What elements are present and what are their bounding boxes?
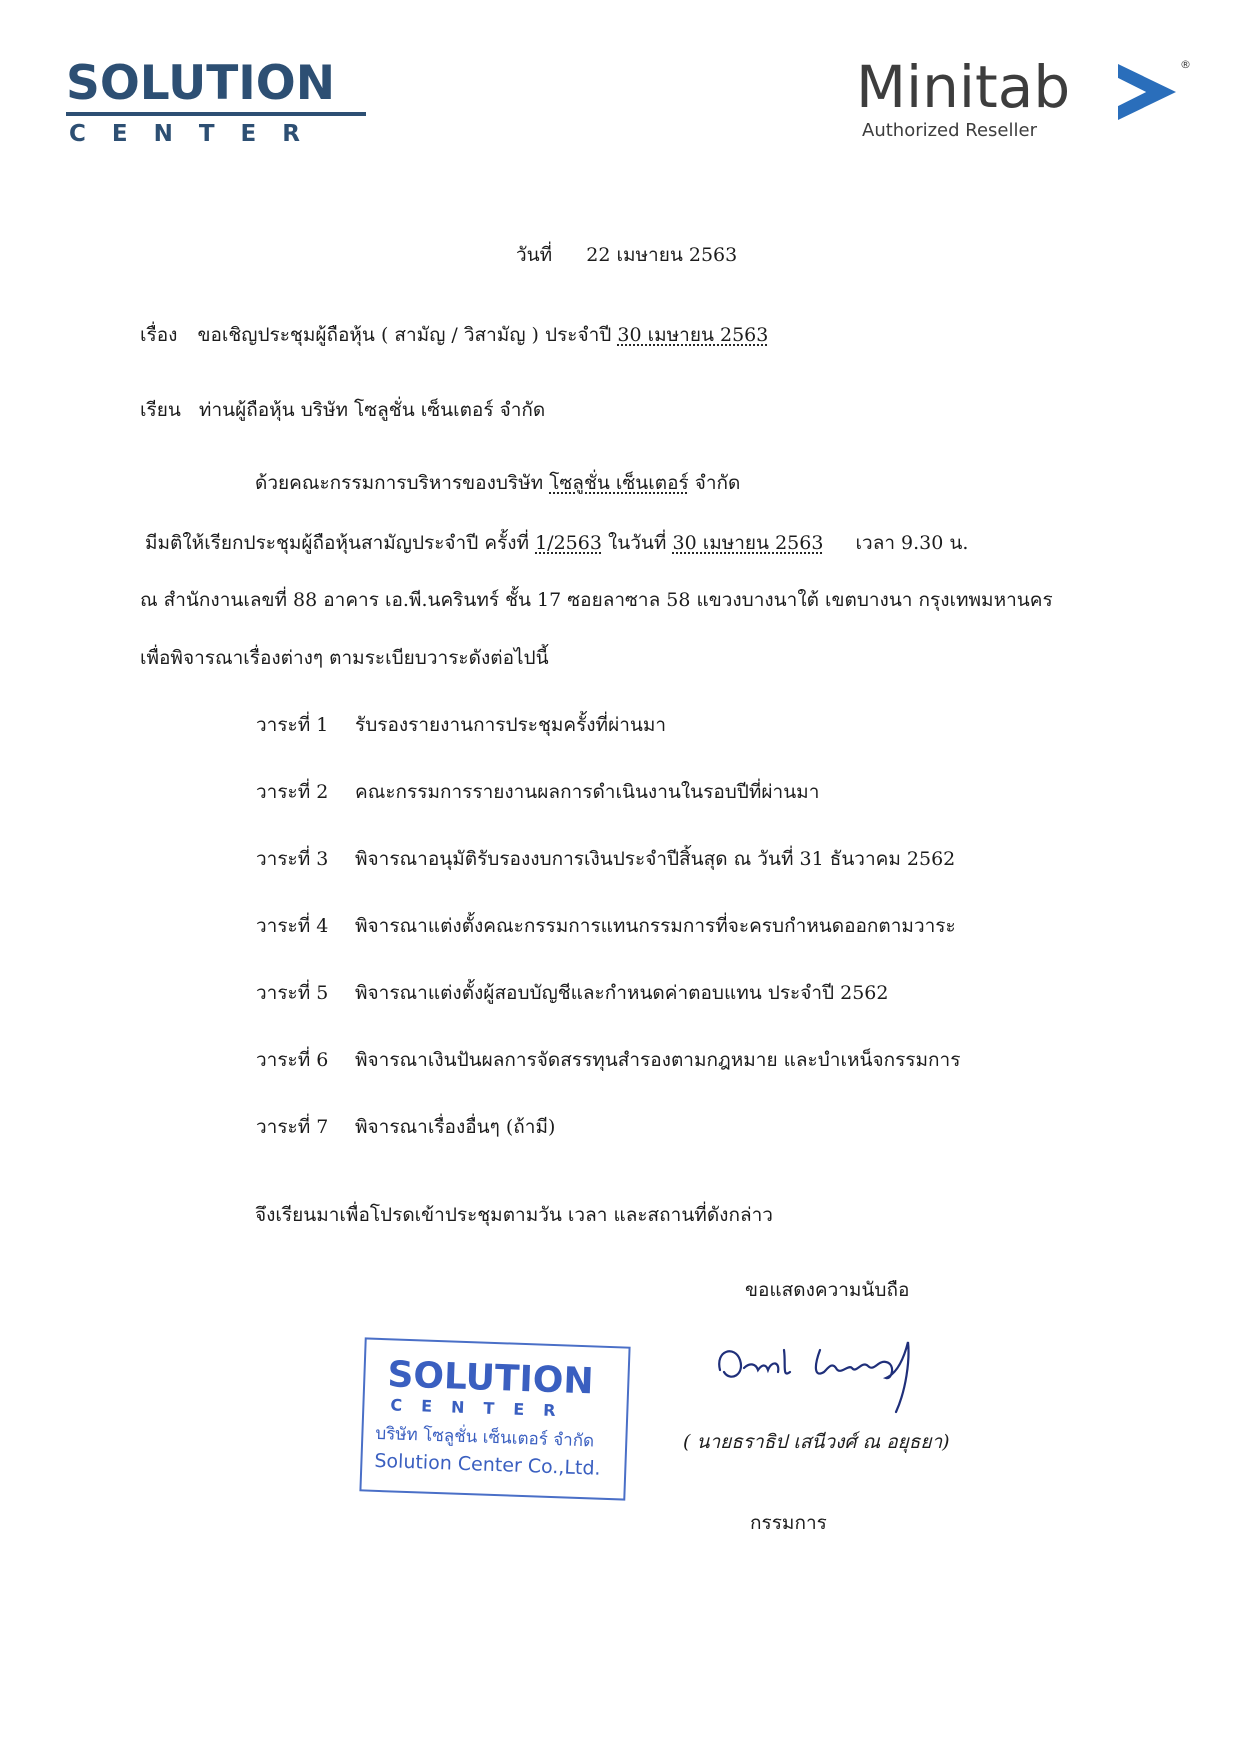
agenda-list <box>0 710 1241 1138</box>
logo-divider <box>66 112 366 116</box>
body-line-1-suffix: จำกัด <box>694 472 741 494</box>
body-line-2-a: มีมติให้เรียกประชุมผู้ถือหุ้นสามัญประจำปี ครั้งที่ <box>145 532 530 554</box>
minitab-arrow-icon <box>1118 62 1178 122</box>
agenda-label: วาระที่ 7 <box>256 1116 329 1138</box>
subject-text: ขอเชิญประชุมผู้ถือหุ้น ( สามัญ / วิสามัญ ) ประจำปี <box>197 324 612 346</box>
stamp-word: SOLUTION <box>386 1354 595 1403</box>
agenda-label: วาระที่ 3 <box>256 848 329 870</box>
body-line-2-b: ในวันที่ <box>607 532 667 554</box>
minitab-wordmark: Minitab <box>856 53 1071 121</box>
agenda-label: วาระที่ 1 <box>256 714 329 736</box>
logo-word: SOLUTION <box>66 56 336 111</box>
recipient-line <box>140 395 545 425</box>
body-line-1-prefix: ด้วยคณะกรรมการบริหารของบริษัท <box>255 472 544 494</box>
meeting-number: 1/2563 <box>535 532 602 554</box>
agenda-text: พิจารณาเงินปันผลการจัดสรรทุนสำรองตามกฎหมาย และบำเหน็จกรรมการ <box>355 1049 961 1071</box>
agenda-label: วาระที่ 4 <box>256 915 329 937</box>
company-stamp <box>359 1337 630 1500</box>
agenda-text: พิจารณาเรื่องอื่นๆ (ถ้ามี) <box>355 1116 556 1138</box>
subject-date: 30 เมษายน 2563 <box>617 324 769 346</box>
handwritten-signature <box>710 1320 940 1420</box>
subject-label: เรื่อง <box>140 324 178 346</box>
signer-position: กรรมการ <box>750 1512 827 1534</box>
regards: ขอแสดงความนับถือ <box>745 1279 910 1301</box>
meeting-date: 30 เมษายน 2563 <box>672 532 824 554</box>
stamp-center: CENTER <box>390 1395 575 1421</box>
registered-mark: ® <box>1180 58 1191 71</box>
recipient-text: ท่านผู้ถือหุ้น บริษัท โซลูชั่น เซ็นเตอร์ จำกัด <box>198 399 546 421</box>
agenda-text: คณะกรรมการรายงานผลการดำเนินงานในรอบปีที่ผ่านมา <box>355 781 820 803</box>
date-value: 22 เมษายน 2563 <box>586 244 738 266</box>
date-label: วันที่ <box>516 244 553 266</box>
solution-center-logo <box>66 58 371 150</box>
closing-line: จึงเรียนมาเพื่อโปรดเข้าประชุมตามวัน เวลา และสถานที่ดังกล่าว <box>255 1204 773 1226</box>
agenda-label: วาระที่ 2 <box>256 781 329 803</box>
stamp-english-name: Solution Center Co.,Ltd. <box>374 1449 601 1480</box>
agenda-label: วาระที่ 6 <box>256 1049 329 1071</box>
date-line <box>516 240 737 270</box>
logo-center: CENTER <box>69 121 326 147</box>
body-line-2 <box>145 528 968 558</box>
body-line-4: เพื่อพิจารณาเรื่องต่างๆ ตามระเบียบวาระดังต่อไปนี้ <box>140 647 549 669</box>
recipient-label: เรียน <box>140 399 181 421</box>
meeting-time: เวลา 9.30 น. <box>855 532 969 554</box>
agenda-text: พิจารณาแต่งตั้งคณะกรรมการแทนกรรมการที่จะครบกำหนดออกตามวาระ <box>355 915 956 937</box>
body-line-1 <box>255 468 740 498</box>
signer-name: ( นายธราธิป เสนีวงศ์ ณ อยุธยา) <box>683 1431 950 1453</box>
subject-line <box>140 320 768 350</box>
stamp-thai-name: บริษัท โซลูชั่น เซ็นเตอร์ จำกัด <box>375 1423 595 1452</box>
agenda-label: วาระที่ 5 <box>256 982 329 1004</box>
agenda-text: พิจารณาแต่งตั้งผู้สอบบัญชีและกำหนดค่าตอบแทน ประจำปี 2562 <box>355 982 889 1004</box>
minitab-logo <box>856 53 1196 148</box>
body-line-3: ณ สำนักงานเลขที่ 88 อาคาร เอ.พี.นครินทร์ ชั้น 17 ซอยลาซาล 58 แขวงบางนาใต้ เขตบางนา กรุงเทพมหานคร <box>140 589 1053 611</box>
company-name: โซลูชั่น เซ็นเตอร์ <box>549 472 689 494</box>
minitab-subtitle: Authorized Reseller <box>862 120 1037 141</box>
agenda-text: พิจารณาอนุมัติรับรองงบการเงินประจำปีสิ้นสุด ณ วันที่ 31 ธันวาคม 2562 <box>355 848 956 870</box>
agenda-text: รับรองรายงานการประชุมครั้งที่ผ่านมา <box>355 714 667 736</box>
